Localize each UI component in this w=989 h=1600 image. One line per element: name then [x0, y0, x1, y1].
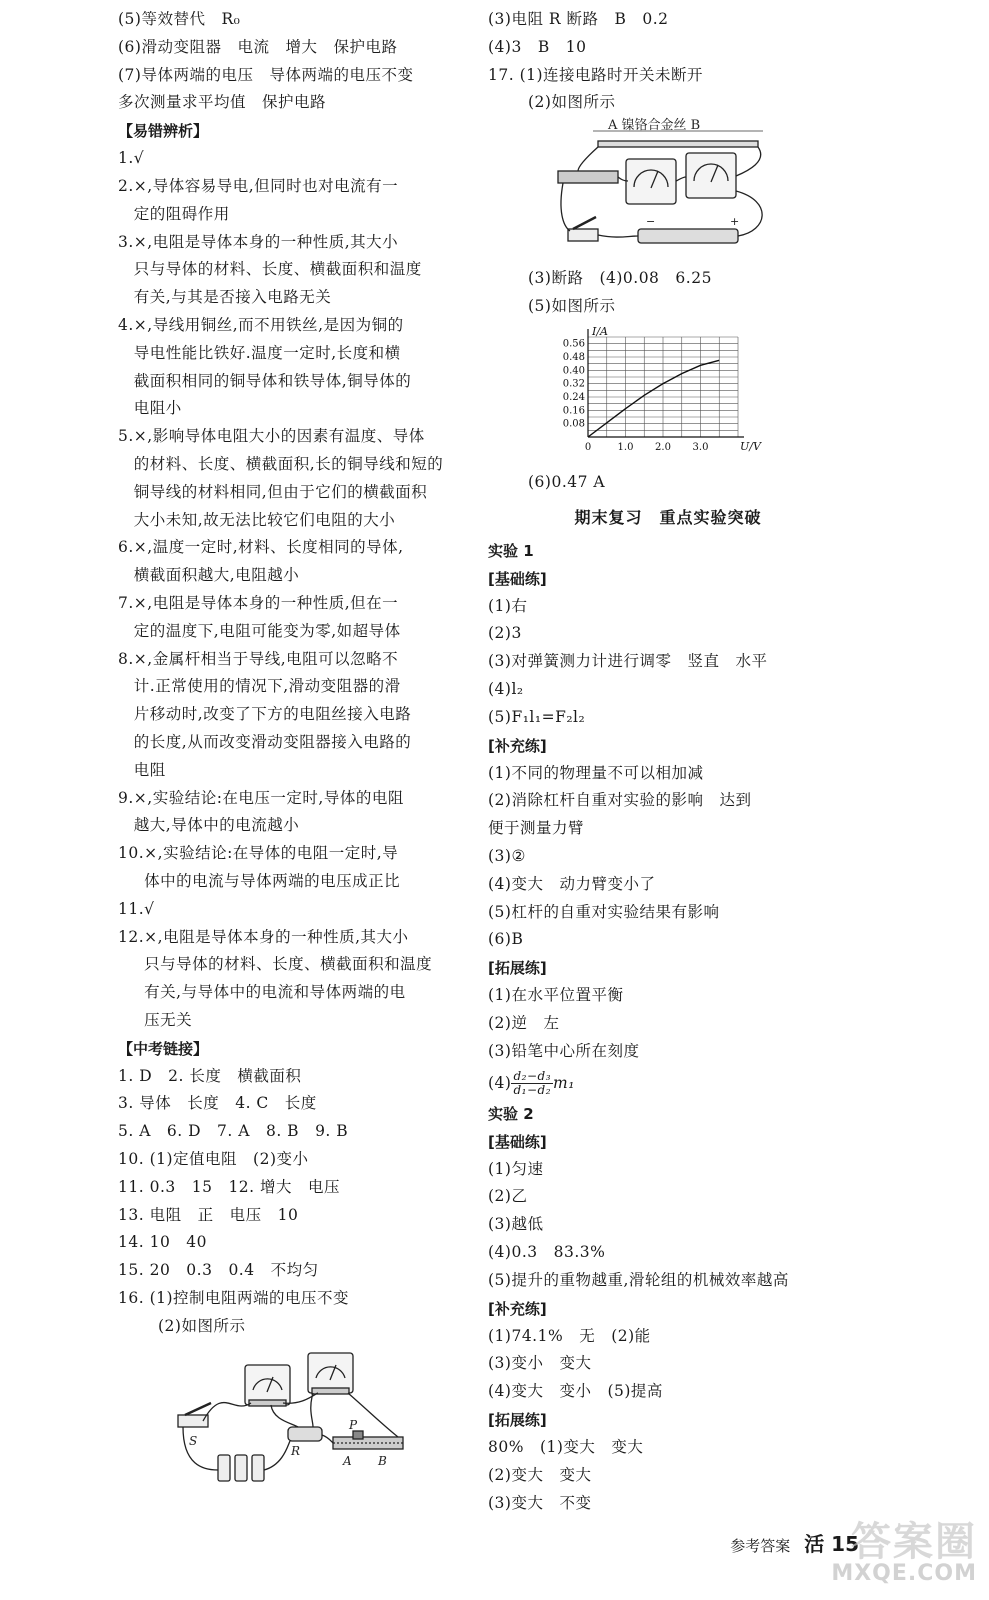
- answer-line: (3)变大 不变: [488, 1493, 592, 1512]
- answer-line: (2)逆 左: [488, 1013, 560, 1032]
- circuit-figure-17: [548, 118, 808, 261]
- answer-line: 15. 20 0.3 0.4 不均匀: [118, 1261, 319, 1280]
- watermark-line1: 答案圈: [851, 1519, 977, 1565]
- y-tick-label: 0.32: [562, 378, 585, 390]
- exp2-sup-tag: [补充练]: [488, 1299, 547, 1318]
- item-number: 2.: [118, 176, 134, 195]
- answer-line: (1)右: [488, 596, 528, 615]
- y-tick-label: 0.16: [562, 405, 585, 417]
- exp1-base-tag: [基础练]: [488, 569, 547, 588]
- answer-line: (1)不同的物理量不可以相加减: [488, 763, 704, 782]
- exp1-ext-list: [488, 982, 848, 1065]
- answer-item: [118, 840, 478, 896]
- x-tick-label: 3.0: [692, 441, 709, 453]
- y-tick-label: 0.40: [562, 365, 585, 377]
- item-number: 11.: [118, 899, 145, 918]
- item-text: ×,温度一定时,材料、长度相同的导体, 横截面积越大,电阻越小: [133, 538, 404, 585]
- fig16-label-p: P: [349, 1417, 358, 1432]
- watermark-line2: MXQE.COM: [831, 1561, 977, 1586]
- answer-line: 多次测量求平均值 保护电路: [118, 93, 327, 112]
- answer-line: (2)变大 变大: [488, 1465, 592, 1484]
- answer-item: [118, 785, 478, 841]
- item-text: ×,金属杆相当于导线,电阻可以忽略不 计.正常使用的情况下,滑动变阻器的滑 片移动时,改变了下方的电阻丝接入电路 的长度,从而改变滑动变阻器接入电路的 电阻: [133, 649, 412, 779]
- answer-line: (1)匀速: [488, 1159, 544, 1178]
- fig17-plus: +: [730, 215, 740, 229]
- exp1-ext-tag: [拓展练]: [488, 959, 547, 978]
- item-number: 9.: [118, 788, 134, 807]
- answer-line: (4)变大 动力臂变小了: [488, 874, 656, 893]
- answer-item: [118, 646, 478, 785]
- item-text: ×,电阻是导体本身的一种性质,其大小 只与导体的材料、长度、横截面积和温度 有关,与其是否接入电路无关: [133, 232, 422, 307]
- right-column: [488, 6, 848, 1517]
- item-text: ×,导线用铜丝,而不用铁丝,是因为铜的 导电性能比铁好.温度一定时,长度和横 截面积相同的铜导体和铁导体,铜导体的 电阻小: [133, 315, 412, 418]
- answer-item: [118, 534, 478, 590]
- fig16-label-s: S: [189, 1433, 198, 1448]
- q17-part3-4: (3)断路 (4)0.08 6.25: [528, 269, 712, 288]
- fig16-label-r: R: [291, 1443, 301, 1458]
- review-title: 期末复习 重点实验突破: [574, 507, 762, 527]
- left-top-lines: [118, 6, 478, 117]
- answer-line: (6)滑动变阻器 电流 增大 保护电路: [118, 37, 398, 56]
- answer-line: (2)乙: [488, 1187, 528, 1206]
- exp1-title: 实验 1: [488, 541, 534, 560]
- exam-link-list: [118, 1063, 478, 1313]
- item-number: 5.: [118, 427, 134, 446]
- item-text: √: [133, 149, 145, 168]
- exp2-base-tag: [基础练]: [488, 1132, 547, 1151]
- item-text: √: [144, 899, 155, 918]
- fig17-label: A 镍铬合金丝 B: [608, 118, 701, 134]
- exp2-base-list: [488, 1156, 848, 1295]
- q17-part2: (2)如图所示: [528, 93, 616, 112]
- answer-line: (4)3 B 10: [488, 37, 587, 56]
- q16-part2: (2)如图所示: [158, 1316, 246, 1335]
- exp2-ext-list: [488, 1434, 848, 1517]
- answer-item: [118, 590, 478, 646]
- item-text: ×,实验结论:在电压一定时,导体的电阻 越大,导体中的电流越小: [133, 788, 404, 835]
- fraction: $\frac{\text{d₂−d₃}}{\text{d₁−d₂}}$: [513, 1069, 552, 1098]
- y-tick-label: 0.56: [562, 338, 585, 350]
- item-number: 3.: [118, 232, 134, 251]
- watermark: [831, 1510, 977, 1586]
- answer-item: [118, 924, 478, 1035]
- answer-line: 3. 导体 长度 4. C 长度: [118, 1094, 317, 1113]
- fig16-label-b: B: [378, 1453, 387, 1468]
- fig17-minus: −: [646, 215, 656, 229]
- y-tick-label: 0.48: [562, 351, 585, 363]
- section-title-exam-link: 【中考链接】: [118, 1039, 209, 1058]
- answer-line: 14. 10 40: [118, 1233, 208, 1252]
- answer-item: [118, 145, 478, 173]
- item-text: ×,影响导体电阻大小的因素有温度、导体 的材料、长度、横截面积,长的铜导线和短的 铜导线的材料相同,但由于它们的横截面积 大小未知,故无法比较它们电阻的大小: [133, 427, 444, 529]
- item-number: 10.: [118, 844, 145, 863]
- answer-line: 便于测量力臂: [488, 819, 585, 838]
- exp2-title: 实验 2: [488, 1104, 534, 1123]
- answer-line: (5)F₁l₁=F₂l₂: [488, 707, 586, 726]
- x-tick-label: 1.0: [617, 441, 634, 453]
- answer-item: [118, 312, 478, 423]
- answer-line: (4)变大 变小 (5)提高: [488, 1382, 663, 1401]
- error-analysis-list: [118, 145, 478, 1035]
- answer-line: (6)B: [488, 930, 524, 949]
- answer-line: (5)杠杆的自重对实验结果有影响: [488, 902, 720, 921]
- answer-line: (3)②: [488, 846, 526, 865]
- q17-part6: (6)0.47 A: [528, 472, 606, 491]
- y-tick-label: 0.08: [562, 418, 585, 430]
- answer-line: (2)消除杠杆自重对实验的影响 达到: [488, 791, 752, 810]
- answer-line: 16. (1)控制电阻两端的电压不变: [118, 1289, 350, 1308]
- answer-line: (5)等效替代 R₀: [118, 10, 241, 28]
- exp2-ext-tag: [拓展练]: [488, 1410, 547, 1429]
- answer-line: (3)电阻 R 断路 B 0.2: [488, 10, 669, 28]
- item-number: 4.: [118, 315, 134, 334]
- answer-line: (3)对弹簧测力计进行调零 竖直 水平: [488, 652, 768, 671]
- item-text: ×,电阻是导体本身的一种性质,其大小 只与导体的材料、长度、横截面积和温度 有关,与导体中的电流和导体两端的电 压无关: [144, 927, 433, 1029]
- item-number: 6.: [118, 538, 134, 557]
- item-number: 1.: [118, 149, 134, 168]
- answer-line: 17. (1)连接电路时开关未断开: [488, 65, 704, 84]
- y-axis-label: I/A: [592, 324, 608, 338]
- data-curve: [588, 360, 719, 437]
- item-text: ×,电阻是导体本身的一种性质,但在一 定的温度下,电阻可能变为零,如超导体: [133, 593, 401, 640]
- left-column: [118, 6, 478, 1489]
- answer-line: 80% (1)变大 变大: [488, 1437, 644, 1456]
- circuit-figure-16: [173, 1345, 413, 1485]
- answer-line: (4)0.3 83.3%: [488, 1242, 606, 1261]
- y-tick-label: 0.24: [562, 391, 585, 403]
- exp2-sup-list: [488, 1323, 848, 1406]
- exp1-sup-tag: [补充练]: [488, 736, 547, 755]
- answer-line: (3)铅笔中心所在刻度: [488, 1041, 640, 1060]
- fig16-label-a: A: [343, 1453, 352, 1468]
- answer-item: [118, 229, 478, 312]
- item-number: 12.: [118, 927, 145, 946]
- page-number: 活 15: [804, 1532, 859, 1556]
- exp1-ext-4: (4) $\frac{\text{d₂−d₃}}{\text{d₁−d₂}}$ m₁: [488, 1069, 575, 1098]
- answer-item: [118, 896, 478, 924]
- answer-line: 11. 0.3 15 12. 增大 电压: [118, 1177, 341, 1196]
- answer-line: (5)提升的重物越重,滑轮组的机械效率越高: [488, 1270, 789, 1289]
- x-tick-label: 2.0: [655, 441, 671, 453]
- item-number: 8.: [118, 649, 134, 668]
- x-axis-label: U/V: [740, 439, 761, 453]
- answer-line: 10. (1)定值电阻 (2)变小: [118, 1150, 309, 1169]
- x-tick-label: 0: [584, 441, 592, 453]
- answer-line: (4)l₂: [488, 679, 524, 698]
- answer-item: [118, 423, 478, 534]
- footer-label: 参考答案: [730, 1537, 791, 1555]
- item-text: ×,实验结论:在导体的电阻一定时,导 体中的电流与导体两端的电压成正比: [144, 844, 401, 890]
- i-u-chart: [558, 324, 761, 465]
- answer-line: 13. 电阻 正 电压 10: [118, 1205, 299, 1224]
- answer-line: (2)3: [488, 624, 522, 643]
- exp1-base-list: [488, 593, 848, 732]
- answer-line: (1)在水平位置平衡: [488, 986, 624, 1005]
- q17-part5: (5)如图所示: [528, 296, 616, 315]
- answer-line: 1. D 2. 长度 横截面积: [118, 1066, 302, 1085]
- exp1-sup-list: [488, 760, 848, 955]
- answer-line: (3)越低: [488, 1215, 544, 1234]
- answer-line: (3)变小 变大: [488, 1354, 592, 1373]
- right-top-lines: [488, 6, 848, 89]
- answer-line: (1)74.1% 无 (2)能: [488, 1326, 651, 1345]
- item-number: 7.: [118, 593, 134, 612]
- answer-item: [118, 173, 478, 229]
- answer-line: (7)导体两端的电压 导体两端的电压不变: [118, 65, 414, 84]
- item-text: ×,导体容易导电,但同时也对电流有一 定的阻碍作用: [133, 176, 399, 223]
- section-title-error-analysis: 【易错辨析】: [118, 122, 209, 141]
- answer-line: 5. A 6. D 7. A 8. B 9. B: [118, 1122, 349, 1141]
